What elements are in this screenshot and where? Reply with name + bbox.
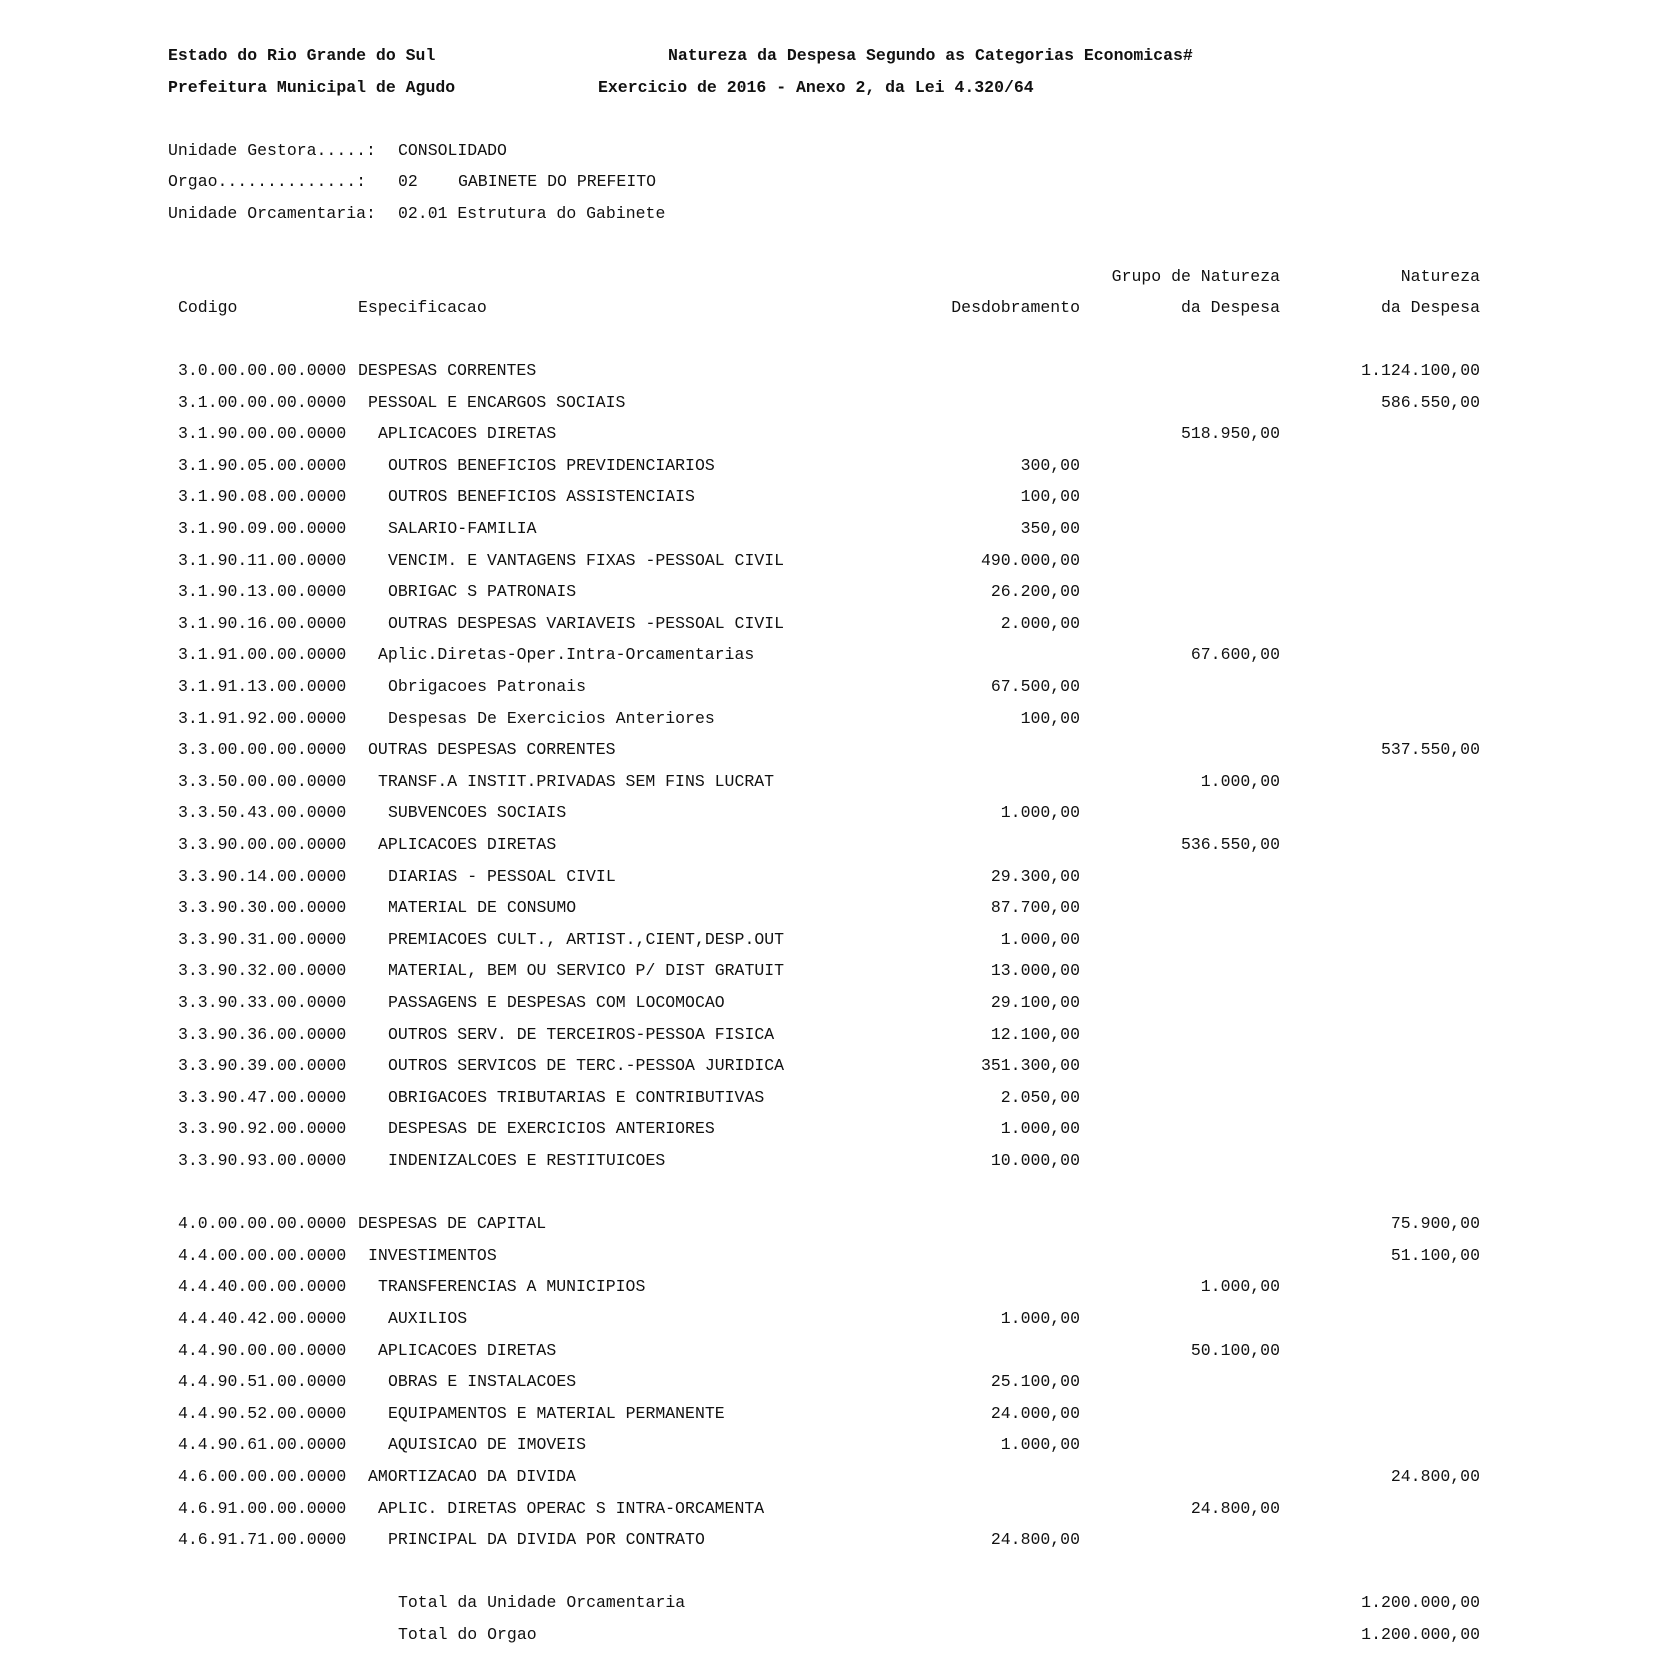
row-code: 4.4.40.42.00.0000	[178, 1309, 347, 1328]
row-code: 4.4.90.51.00.0000	[178, 1372, 347, 1392]
row-specification: Obrigacoes Patronais	[388, 677, 587, 696]
row-code: 3.3.50.00.00.0000	[178, 771, 347, 791]
row-specification: INDENIZALCOES E RESTITUICOES	[388, 1151, 666, 1170]
row-specification: Aplic.Diretas-Oper.Intra-Orcamentarias	[378, 645, 755, 665]
row-code: 3.1.90.09.00.0000	[178, 519, 347, 538]
col-codigo-header: Codigo	[178, 298, 238, 317]
row-specification: SUBVENCOES SOCIAIS	[388, 803, 567, 823]
row-code: 3.3.90.47.00.0000	[178, 1087, 347, 1107]
unidade-orcamentaria-value: 02.01 Estrutura do Gabinete	[398, 204, 666, 223]
row-specification: APLICACOES DIRETAS	[378, 1340, 557, 1360]
row-grupo: 1.000,00	[1200, 771, 1280, 791]
row-specification: AQUISICAO DE IMOVEIS	[388, 1435, 587, 1455]
row-desdobramento: 100,00	[1020, 487, 1080, 507]
row-specification: TRANSF.A INSTIT.PRIVADAS SEM FINS LUCRAT	[378, 771, 775, 791]
row-grupo: 50.100,00	[1190, 1340, 1280, 1360]
row-code: 4.4.90.00.00.0000	[178, 1340, 347, 1360]
col-desdobramento-header: Desdobramento	[951, 298, 1080, 317]
col-grupo-header-line1: Grupo de Natureza	[1111, 267, 1280, 286]
row-code: 4.6.91.71.00.0000	[178, 1530, 347, 1550]
row-code: 3.1.90.05.00.0000	[178, 455, 347, 475]
row-code: 3.3.90.00.00.0000	[178, 835, 347, 854]
row-code: 3.3.90.93.00.0000	[178, 1151, 347, 1170]
total-unidade-value: 1.200.000,00	[1361, 1593, 1480, 1612]
row-desdobramento: 25.100,00	[990, 1372, 1080, 1392]
orgao-name: GABINETE DO PREFEITO	[458, 172, 657, 191]
row-desdobramento: 26.200,00	[990, 582, 1080, 602]
row-specification: OUTROS BENEFICIOS PREVIDENCIARIOS	[388, 455, 715, 475]
row-desdobramento: 1.000,00	[1000, 1435, 1080, 1455]
state-name: Estado do Rio Grande do Sul	[168, 46, 436, 65]
row-desdobramento: 10.000,00	[990, 1151, 1080, 1170]
row-code: 4.4.90.52.00.0000	[178, 1403, 347, 1423]
row-specification: PESSOAL E ENCARGOS SOCIAIS	[368, 392, 626, 412]
row-desdobramento: 29.300,00	[990, 866, 1080, 886]
row-code: 3.3.90.30.00.0000	[178, 898, 347, 918]
row-desdobramento: 12.100,00	[990, 1024, 1080, 1044]
row-specification: OUTRAS DESPESAS CORRENTES	[368, 740, 616, 760]
row-desdobramento: 29.100,00	[990, 993, 1080, 1012]
row-desdobramento: 2.050,00	[1000, 1087, 1080, 1107]
row-specification: PREMIACOES CULT., ARTIST.,CIENT,DESP.OUT	[388, 929, 785, 949]
row-code: 3.1.90.11.00.0000	[178, 550, 347, 570]
row-code: 4.4.40.00.00.0000	[178, 1277, 347, 1297]
row-specification: PASSAGENS E DESPESAS COM LOCOMOCAO	[388, 993, 725, 1012]
row-grupo: 67.600,00	[1190, 645, 1280, 665]
total-orgao-value: 1.200.000,00	[1361, 1625, 1480, 1644]
row-desdobramento: 1.000,00	[1000, 929, 1080, 949]
row-desdobramento: 24.800,00	[990, 1530, 1080, 1550]
row-specification: APLIC. DIRETAS OPERAC S INTRA-ORCAMENTA	[378, 1498, 765, 1518]
row-desdobramento: 350,00	[1020, 519, 1080, 538]
row-natureza: 1.124.100,00	[1361, 361, 1480, 380]
row-specification: MATERIAL DE CONSUMO	[388, 898, 577, 918]
row-code: 3.3.90.92.00.0000	[178, 1119, 347, 1139]
row-specification: EQUIPAMENTOS E MATERIAL PERMANENTE	[388, 1403, 725, 1423]
orgao-label: Orgao..............:	[168, 172, 367, 191]
row-code: 3.3.00.00.00.0000	[178, 740, 347, 760]
row-specification: Despesas De Exercicios Anteriores	[388, 708, 715, 728]
row-code: 3.0.00.00.00.0000	[178, 361, 347, 380]
row-specification: DESPESAS DE CAPITAL	[358, 1214, 547, 1234]
municipality-name: Prefeitura Municipal de Agudo	[168, 78, 456, 97]
col-natureza-header-line2: da Despesa	[1380, 298, 1480, 317]
row-specification: AUXILIOS	[388, 1309, 468, 1328]
row-specification: INVESTIMENTOS	[368, 1245, 497, 1265]
total-unidade-label: Total da Unidade Orcamentaria	[398, 1593, 686, 1612]
col-grupo-header-line2: da Despesa	[1180, 298, 1280, 317]
row-code: 4.6.00.00.00.0000	[178, 1467, 347, 1486]
report-title: Natureza da Despesa Segundo as Categorias Economicas#	[668, 46, 1193, 65]
row-specification: OUTRAS DESPESAS VARIAVEIS -PESSOAL CIVIL	[388, 613, 785, 633]
row-desdobramento: 300,00	[1020, 455, 1080, 475]
row-code: 4.4.00.00.00.0000	[178, 1245, 347, 1265]
row-specification: DIARIAS - PESSOAL CIVIL	[388, 866, 616, 886]
row-desdobramento: 1.000,00	[1000, 803, 1080, 823]
row-code: 3.1.00.00.00.0000	[178, 392, 347, 412]
row-specification: VENCIM. E VANTAGENS FIXAS -PESSOAL CIVIL	[388, 550, 785, 570]
row-specification: PRINCIPAL DA DIVIDA POR CONTRATO	[388, 1530, 705, 1550]
row-desdobramento: 24.000,00	[990, 1403, 1080, 1423]
row-code: 3.3.50.43.00.0000	[178, 803, 347, 823]
row-code: 3.3.90.32.00.0000	[178, 961, 347, 981]
row-code: 3.3.90.33.00.0000	[178, 993, 347, 1012]
row-code: 3.1.90.00.00.0000	[178, 424, 347, 444]
row-natureza: 537.550,00	[1380, 740, 1480, 760]
row-desdobramento: 351.300,00	[980, 1056, 1080, 1076]
row-desdobramento: 13.000,00	[990, 961, 1080, 981]
row-specification: OUTROS SERV. DE TERCEIROS-PESSOA FISICA	[388, 1024, 775, 1044]
row-grupo: 24.800,00	[1190, 1498, 1280, 1518]
row-code: 4.4.90.61.00.0000	[178, 1435, 347, 1455]
orgao-code: 02	[398, 172, 418, 191]
row-specification: OBRAS E INSTALACOES	[388, 1372, 577, 1392]
unidade-gestora-value: CONSOLIDADO	[398, 141, 507, 160]
row-specification: DESPESAS CORRENTES	[358, 361, 537, 380]
row-code: 3.1.91.92.00.0000	[178, 708, 347, 728]
row-code: 3.1.90.13.00.0000	[178, 582, 347, 602]
row-desdobramento: 1.000,00	[1000, 1119, 1080, 1139]
unidade-orcamentaria-label: Unidade Orcamentaria:	[168, 204, 376, 223]
row-desdobramento: 490.000,00	[980, 550, 1080, 570]
row-grupo: 536.550,00	[1180, 835, 1280, 854]
row-code: 3.1.90.16.00.0000	[178, 613, 347, 633]
row-natureza: 75.900,00	[1390, 1214, 1480, 1234]
row-code: 3.3.90.36.00.0000	[178, 1024, 347, 1044]
row-desdobramento: 67.500,00	[990, 677, 1080, 696]
row-specification: AMORTIZACAO DA DIVIDA	[368, 1467, 576, 1486]
row-code: 3.1.91.13.00.0000	[178, 677, 347, 696]
total-orgao-label: Total do Orgao	[398, 1625, 537, 1644]
row-specification: APLICACOES DIRETAS	[378, 424, 557, 444]
row-grupo: 518.950,00	[1180, 424, 1280, 444]
row-code: 3.3.90.39.00.0000	[178, 1056, 347, 1076]
row-desdobramento: 100,00	[1020, 708, 1080, 728]
row-specification: OBRIGACOES TRIBUTARIAS E CONTRIBUTIVAS	[388, 1087, 765, 1107]
unidade-gestora-label: Unidade Gestora.....:	[168, 141, 376, 160]
row-code: 4.0.00.00.00.0000	[178, 1214, 347, 1234]
report-subtitle: Exercicio de 2016 - Anexo 2, da Lei 4.320/64	[598, 78, 1034, 97]
row-desdobramento: 1.000,00	[1000, 1309, 1080, 1328]
row-natureza: 24.800,00	[1390, 1467, 1480, 1486]
row-code: 3.3.90.31.00.0000	[178, 929, 347, 949]
row-code: 3.3.90.14.00.0000	[178, 866, 347, 886]
row-specification: APLICACOES DIRETAS	[378, 835, 557, 854]
row-specification: TRANSFERENCIAS A MUNICIPIOS	[378, 1277, 646, 1297]
row-code: 3.1.90.08.00.0000	[178, 487, 347, 507]
row-specification: DESPESAS DE EXERCICIOS ANTERIORES	[388, 1119, 715, 1139]
row-natureza: 51.100,00	[1390, 1245, 1480, 1265]
row-desdobramento: 2.000,00	[1000, 613, 1080, 633]
col-natureza-header-line1: Natureza	[1400, 267, 1480, 286]
row-code: 4.6.91.00.00.0000	[178, 1498, 347, 1518]
row-specification: MATERIAL, BEM OU SERVICO P/ DIST GRATUIT	[388, 961, 785, 981]
row-specification: OUTROS SERVICOS DE TERC.-PESSOA JURIDICA	[388, 1056, 785, 1076]
row-code: 3.1.91.00.00.0000	[178, 645, 347, 665]
col-especificacao-header: Especificacao	[358, 298, 487, 317]
row-specification: OBRIGAC S PATRONAIS	[388, 582, 577, 602]
row-natureza: 586.550,00	[1380, 392, 1480, 412]
row-specification: OUTROS BENEFICIOS ASSISTENCIAIS	[388, 487, 695, 507]
row-grupo: 1.000,00	[1200, 1277, 1280, 1297]
row-specification: SALARIO-FAMILIA	[388, 519, 537, 538]
row-desdobramento: 87.700,00	[990, 898, 1080, 918]
